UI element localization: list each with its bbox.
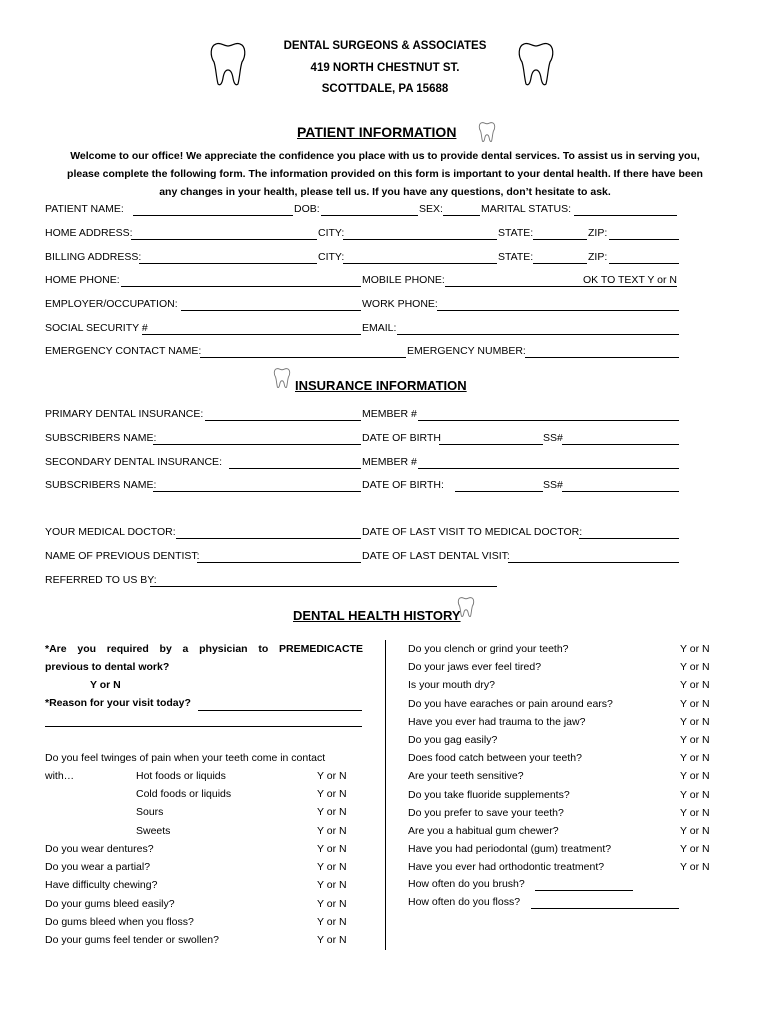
- yes-no-answer[interactable]: Y or N: [317, 879, 347, 892]
- premedicate-question: *Are you required by a physician to PREMEDICACTE: [45, 643, 363, 655]
- practice-city: SCOTTDALE, PA 15688: [321, 83, 449, 95]
- yes-no-answer[interactable]: Y or N: [680, 734, 710, 746]
- billing-city-field[interactable]: [343, 263, 497, 264]
- intro-text: Welcome to our office! We appreciate the confidence you place with us to provide dental services. To assist us in serving you, please complete the following form. The information provided on this form is important to your dental health. If there have been any changes in your health, please tell us. If you have any questions, don’t hesitate to ask.: [67, 150, 703, 198]
- billing-state-field[interactable]: [533, 263, 587, 264]
- billing-zip-field[interactable]: [609, 263, 679, 264]
- premedicate-answer[interactable]: Y or N: [90, 679, 121, 691]
- primary-insurance-field[interactable]: [205, 420, 361, 421]
- email-field[interactable]: [397, 334, 679, 335]
- yes-no-answer[interactable]: Y or N: [680, 788, 710, 801]
- patient-name-row: PATIENT NAME: DOB: SEX: MARITAL STATUS:: [45, 203, 680, 219]
- history-question: Do you wear a partial?: [45, 861, 151, 874]
- yes-no-answer[interactable]: Y or N: [680, 697, 710, 710]
- tooth-icon: [477, 121, 497, 143]
- yes-no-answer[interactable]: Y or N: [680, 861, 710, 874]
- tooth-icon: [272, 367, 292, 389]
- yes-no-answer[interactable]: Y or N: [680, 825, 710, 837]
- yes-no-answer[interactable]: Y or N: [680, 752, 710, 765]
- primary-member-field[interactable]: [418, 420, 679, 421]
- reason-label: *Reason for your visit today?: [45, 697, 191, 709]
- patient-name-field[interactable]: [133, 215, 293, 216]
- history-question: Do you have earaches or pain around ears?: [408, 697, 613, 710]
- yes-no-answer[interactable]: Y or N: [680, 661, 710, 674]
- history-title: DENTAL HEALTH HISTORY: [293, 608, 461, 623]
- employer-row: EMPLOYER/OCCUPATION: WORK PHONE:: [45, 298, 680, 314]
- twinges-item: Sours: [136, 806, 164, 819]
- emergency-number-field[interactable]: [525, 357, 679, 358]
- history-question: Have you ever had trauma to the jaw?: [408, 715, 586, 728]
- yes-no-answer[interactable]: Y or N: [680, 643, 710, 655]
- reason-field[interactable]: [198, 710, 362, 711]
- yes-no-answer[interactable]: Y or N: [680, 806, 710, 819]
- home-address-row: HOME ADDRESS: CITY: STATE: ZIP:: [45, 227, 680, 243]
- floss-label: How often do you floss?: [408, 896, 521, 908]
- marital-status-field[interactable]: [574, 215, 677, 216]
- home-zip-field[interactable]: [609, 239, 679, 240]
- yes-no-answer[interactable]: Y or N: [680, 843, 710, 856]
- previous-dentist-row: NAME OF PREVIOUS DENTIST: DATE OF LAST DENTAL VISIT:: [45, 550, 680, 566]
- secondary-insurance-row: SECONDARY DENTAL INSURANCE: MEMBER #: [45, 456, 680, 472]
- history-question: Do you wear dentures?: [45, 843, 154, 855]
- yes-no-answer[interactable]: Y or N: [317, 770, 347, 782]
- dob-field[interactable]: [321, 215, 418, 216]
- insurance-title: INSURANCE INFORMATION: [295, 378, 467, 393]
- ok-to-text[interactable]: OK TO TEXT Y or N: [583, 274, 677, 286]
- history-question: Do your gums bleed easily?: [45, 897, 175, 910]
- yes-no-answer[interactable]: Y or N: [317, 915, 347, 928]
- history-question: Do you take fluoride supplements?: [408, 788, 570, 801]
- last-dental-visit-field[interactable]: [508, 562, 679, 563]
- twinges-item: Sweets: [136, 824, 171, 837]
- tooth-icon: [456, 596, 476, 618]
- employer-field[interactable]: [181, 310, 361, 311]
- floss-field[interactable]: [531, 908, 679, 909]
- column-divider: [385, 640, 386, 950]
- primary-insurance-row: PRIMARY DENTAL INSURANCE: MEMBER #: [45, 408, 680, 424]
- home-phone-field[interactable]: [121, 286, 361, 287]
- practice-name: DENTAL SURGEONS & ASSOCIATES: [283, 40, 487, 52]
- secondary-insurance-field[interactable]: [229, 468, 361, 469]
- yes-no-answer[interactable]: Y or N: [317, 788, 347, 801]
- premedicate-question-cont: previous to dental work?: [45, 661, 170, 673]
- history-question: Is your mouth dry?: [408, 679, 495, 692]
- history-question: Do your gums feel tender or swollen?: [45, 934, 219, 946]
- secondary-subscriber-row: SUBSCRIBERS NAME: DATE OF BIRTH: SS#: [45, 479, 680, 495]
- last-medical-visit-field[interactable]: [579, 538, 679, 539]
- history-question: Do you prefer to save your teeth?: [408, 806, 564, 819]
- billing-address-row: BILLING ADDRESS: CITY: STATE: ZIP:: [45, 251, 680, 267]
- practice-street: 419 NORTH CHESTNUT ST.: [310, 62, 460, 74]
- yes-no-answer[interactable]: Y or N: [680, 770, 710, 783]
- twinges-item: Cold foods or liquids: [136, 788, 232, 801]
- brush-label: How often do you brush?: [408, 878, 525, 890]
- medical-doctor-field[interactable]: [176, 538, 361, 539]
- work-phone-field[interactable]: [437, 310, 679, 311]
- yes-no-answer[interactable]: Y or N: [680, 715, 710, 728]
- brush-field[interactable]: [535, 890, 633, 891]
- previous-dentist-field[interactable]: [197, 562, 361, 563]
- billing-address-field[interactable]: [139, 263, 317, 264]
- yes-no-answer[interactable]: Y or N: [317, 806, 347, 819]
- history-question: Do gums bleed when you floss?: [45, 915, 194, 928]
- history-question: Do you clench or grind your teeth?: [408, 643, 569, 655]
- phone-row: HOME PHONE: MOBILE PHONE: OK TO TEXT Y or N: [45, 274, 677, 286]
- referred-field[interactable]: [150, 586, 497, 587]
- reason-field-line2[interactable]: [45, 726, 362, 727]
- home-address-field[interactable]: [131, 239, 317, 240]
- secondary-subscriber-field[interactable]: [153, 491, 361, 492]
- emergency-name-field[interactable]: [200, 357, 406, 358]
- mobile-phone-field[interactable]: [445, 286, 677, 287]
- primary-subscriber-ss-field[interactable]: [562, 444, 679, 445]
- history-question: Does food catch between your teeth?: [408, 752, 582, 765]
- ssn-field[interactable]: [142, 334, 361, 335]
- history-question: Have you ever had orthodontic treatment?: [408, 861, 605, 874]
- yes-no-answer[interactable]: Y or N: [317, 897, 347, 910]
- yes-no-answer[interactable]: Y or N: [317, 861, 347, 874]
- primary-subscriber-row: SUBSCRIBERS NAME: DATE OF BIRTH SS#: [45, 432, 680, 448]
- history-question: Do your jaws ever feel tired?: [408, 661, 542, 674]
- ssn-row: SOCIAL SECURITY # EMAIL:: [45, 322, 680, 338]
- twinges-with: with…: [45, 770, 75, 782]
- yes-no-answer[interactable]: Y or N: [317, 824, 347, 837]
- history-question: Do you gag easily?: [408, 734, 498, 746]
- yes-no-answer[interactable]: Y or N: [317, 843, 347, 855]
- primary-subscriber-dob-field[interactable]: [439, 444, 543, 445]
- history-question: Are you a habitual gum chewer?: [408, 825, 559, 837]
- sex-field[interactable]: [443, 215, 480, 216]
- secondary-subscriber-ss-field[interactable]: [562, 491, 679, 492]
- home-state-field[interactable]: [533, 239, 587, 240]
- emergency-row: EMERGENCY CONTACT NAME: EMERGENCY NUMBER:: [45, 345, 680, 361]
- twinges-item: Hot foods or liquids: [136, 770, 226, 782]
- yes-no-answer[interactable]: Y or N: [317, 934, 347, 946]
- yes-no-answer[interactable]: Y or N: [680, 679, 710, 692]
- secondary-member-field[interactable]: [418, 468, 679, 469]
- primary-subscriber-field[interactable]: [153, 444, 361, 445]
- history-question: Are your teeth sensitive?: [408, 770, 524, 783]
- secondary-subscriber-dob-field[interactable]: [455, 491, 543, 492]
- history-question: Have difficulty chewing?: [45, 879, 158, 892]
- referred-row: REFERRED TO US BY:: [45, 574, 680, 590]
- patient-info-title: PATIENT INFORMATION: [297, 124, 457, 140]
- home-city-field[interactable]: [343, 239, 497, 240]
- medical-doctor-row: YOUR MEDICAL DOCTOR: DATE OF LAST VISIT TO MEDICAL DOCTOR:: [45, 526, 680, 542]
- history-question: Have you had periodontal (gum) treatment?: [408, 843, 612, 856]
- twinges-question: Do you feel twinges of pain when your teeth come in contact: [45, 752, 326, 764]
